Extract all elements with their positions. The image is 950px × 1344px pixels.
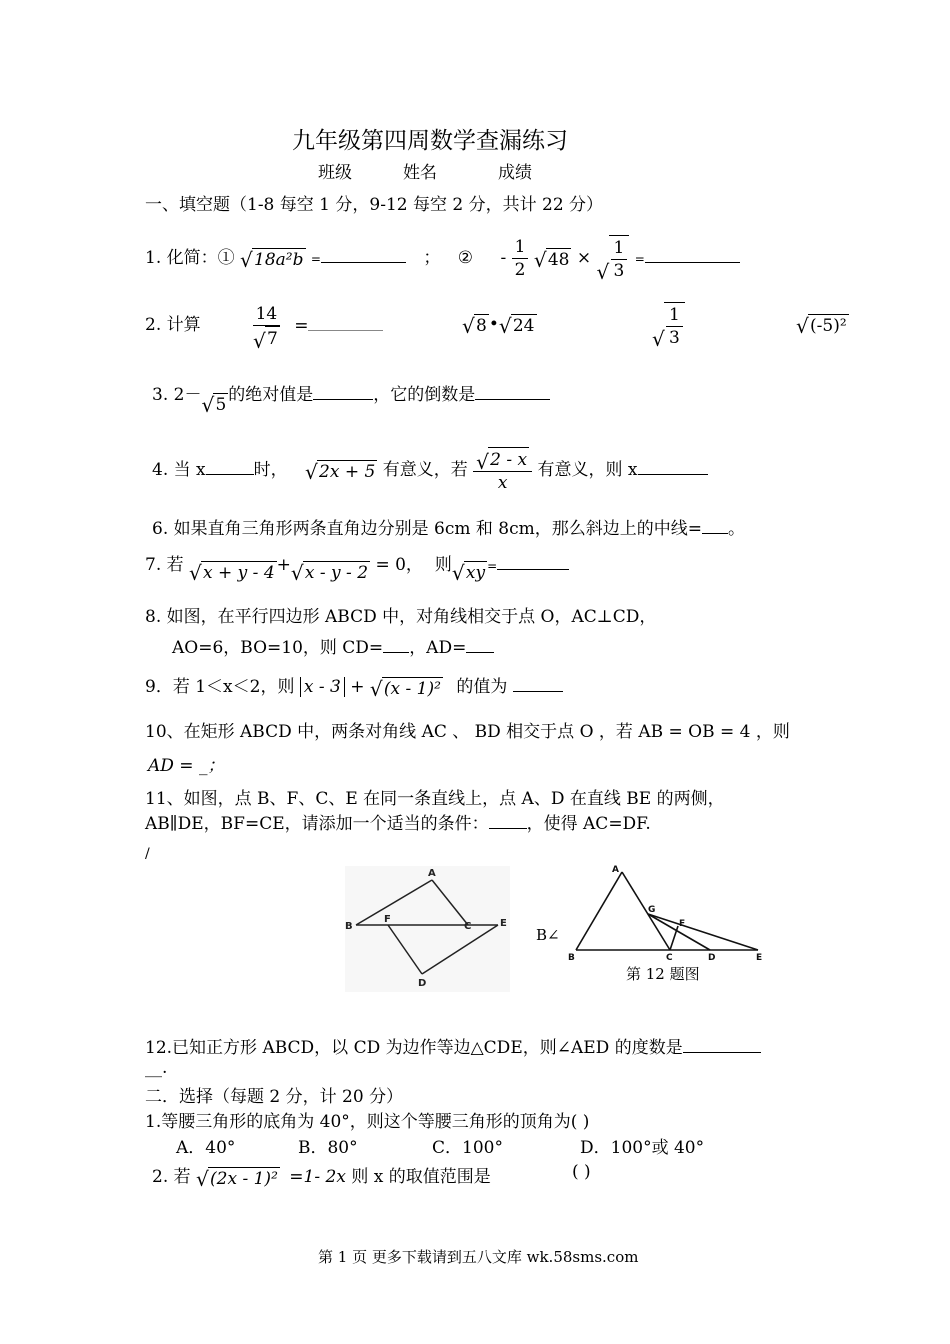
answer-blank[interactable] bbox=[497, 553, 569, 570]
page-title: 九年级第四周数学查漏练习 bbox=[292, 128, 568, 154]
section-choice: 二．选择（每题 2 分，计 20 分） bbox=[145, 1087, 404, 1107]
fig2-label-b: B bbox=[568, 953, 575, 963]
segment-ba bbox=[576, 872, 622, 950]
segment-ab bbox=[356, 880, 432, 925]
fig2-label-f: F bbox=[679, 919, 686, 929]
answer-blank[interactable] bbox=[308, 314, 383, 331]
fig2-caption: 第 12 题图 bbox=[626, 965, 700, 983]
fig1-label-f: F bbox=[384, 914, 391, 925]
fig1-label-e: E bbox=[500, 918, 507, 929]
segment-de bbox=[422, 925, 498, 974]
sqrt-one-third: √ $\frac{1}{3}$ bbox=[597, 235, 630, 282]
question-1: 1. 化简：① √ 18a²b = ； ② - $\frac{1}{2}$ √ 48 × √ $\frac{1}{3}$ = bbox=[145, 235, 740, 282]
choice-2-paren: ( ) bbox=[572, 1162, 591, 1182]
fig1-label-d: D bbox=[418, 978, 427, 989]
fig2-label-a: A bbox=[612, 865, 619, 875]
q2-expr2: √ 8 • √ 24 bbox=[462, 314, 535, 338]
fig2-label-c: C bbox=[666, 953, 673, 963]
fig2-prefix: B∠ bbox=[536, 926, 560, 944]
question-6: 6. 如果直角三角形两条直角边分别是 6cm 和 8cm，那么斜边上的中线= 。 bbox=[152, 519, 745, 539]
page-footer: 第 1 页 更多下载请到五八文库 wk.58sms.com bbox=[318, 1248, 639, 1266]
answer-blank[interactable] bbox=[466, 636, 494, 653]
fig2-label-g: G bbox=[648, 905, 656, 915]
question-3: 3. 2－ √ 5 的绝对值是 ，它的倒数是 bbox=[152, 380, 550, 407]
answer-blank[interactable] bbox=[321, 246, 406, 263]
question-8-line1: 8. 如图，在平行四边形 ABCD 中，对角线相交于点 O，AC⊥CD， bbox=[145, 607, 657, 627]
sqrt-48: √ 48 bbox=[533, 247, 570, 272]
q2-expr4: √ (-5)² bbox=[796, 314, 847, 338]
q2-expr3: √ $\frac{1}{3}$ bbox=[652, 302, 685, 349]
answer-blank[interactable] bbox=[475, 383, 550, 400]
field-name: 姓名 bbox=[403, 163, 437, 183]
question-10-line1: 10、在矩形 ABCD 中，两条对角线 AC 、 BD 相交于点 O ，若 AB = OB = 4 ，则 bbox=[145, 722, 790, 742]
choice-2: 2. 若 √ (2x - 1)² =1- 2x 则 x 的取值范围是 bbox=[152, 1166, 491, 1191]
choice-1-option-d[interactable]: D．100°或 40° bbox=[580, 1138, 705, 1158]
answer-blank[interactable] bbox=[206, 458, 254, 475]
field-score: 成绩 bbox=[498, 163, 532, 183]
fig1-label-a: A bbox=[428, 868, 436, 879]
question-10-line2: AD = _； bbox=[148, 756, 225, 776]
answer-blank[interactable] bbox=[645, 246, 740, 263]
figure-12 bbox=[560, 860, 775, 965]
answer-blank[interactable] bbox=[313, 383, 373, 400]
segment-fd bbox=[388, 925, 422, 974]
question-11-line2: AB∥DE，BF=CE，请添加一个适当的条件： ，使得 AC=DF. bbox=[145, 814, 651, 834]
question-7: 7. 若 √ x + y - 4 + √ x - y - 2 = 0， 则 √ xy = bbox=[145, 550, 569, 577]
q1-label: 1. 化简：① bbox=[145, 248, 235, 268]
stray-slash: / bbox=[145, 846, 150, 862]
question-12-tail: __. bbox=[145, 1058, 168, 1078]
fig1-label-c: C bbox=[464, 921, 472, 932]
answer-blank[interactable] bbox=[702, 517, 728, 534]
question-8-line2: AO=6，BO=10，则 CD= ，AD= bbox=[172, 633, 494, 658]
question-12: 12.已知正方形 ABCD，以 CD 为边作等边△CDE，则∠AED 的度数是 bbox=[145, 1033, 761, 1058]
fig2-label-e: E bbox=[756, 953, 763, 963]
segment-ge bbox=[648, 914, 758, 950]
q2-expr1: 14 √ 7 = bbox=[250, 303, 383, 350]
segment-ac bbox=[432, 880, 468, 925]
choice-1-option-a[interactable]: A．40° bbox=[176, 1138, 236, 1158]
question-11-line1: 11、如图，点 B、F、C、E 在同一条直线上，点 A、D 在直线 BE 的两侧， bbox=[145, 789, 725, 809]
choice-1-option-b[interactable]: B．80° bbox=[298, 1138, 358, 1158]
sqrt-18a2b: √ 18a²b bbox=[240, 247, 304, 272]
fraction-half: $\frac{1}{2}$ bbox=[512, 236, 529, 281]
section-fill-in: 一、填空题（1-8 每空 1 分，9-12 每空 2 分，共计 22 分） bbox=[145, 195, 604, 215]
answer-blank[interactable] bbox=[683, 1036, 761, 1053]
answer-blank[interactable] bbox=[638, 458, 708, 475]
question-9: 9．若 1＜x＜2，则 x - 3 + √ (x - 1)² 的值为 bbox=[145, 672, 563, 699]
choice-1: 1.等腰三角形的底角为 40°，则这个等腰三角形的顶角为( ) bbox=[145, 1112, 590, 1132]
question-4: 4. 当 x 时， √ 2x + 5 有意义，若 √ 2 - x x 有意义，则 x bbox=[152, 447, 708, 494]
figure-11 bbox=[340, 862, 520, 997]
answer-blank[interactable] bbox=[383, 636, 409, 653]
choice-1-option-c[interactable]: C．100° bbox=[432, 1138, 503, 1158]
answer-blank[interactable] bbox=[489, 812, 527, 829]
segment-ac bbox=[622, 872, 670, 950]
fig2-label-d: D bbox=[708, 953, 716, 963]
answer-blank[interactable] bbox=[513, 675, 563, 692]
q2-label: 2. 计算 bbox=[145, 315, 201, 335]
field-class: 班级 bbox=[318, 163, 352, 183]
fig1-label-b: B bbox=[345, 921, 353, 932]
